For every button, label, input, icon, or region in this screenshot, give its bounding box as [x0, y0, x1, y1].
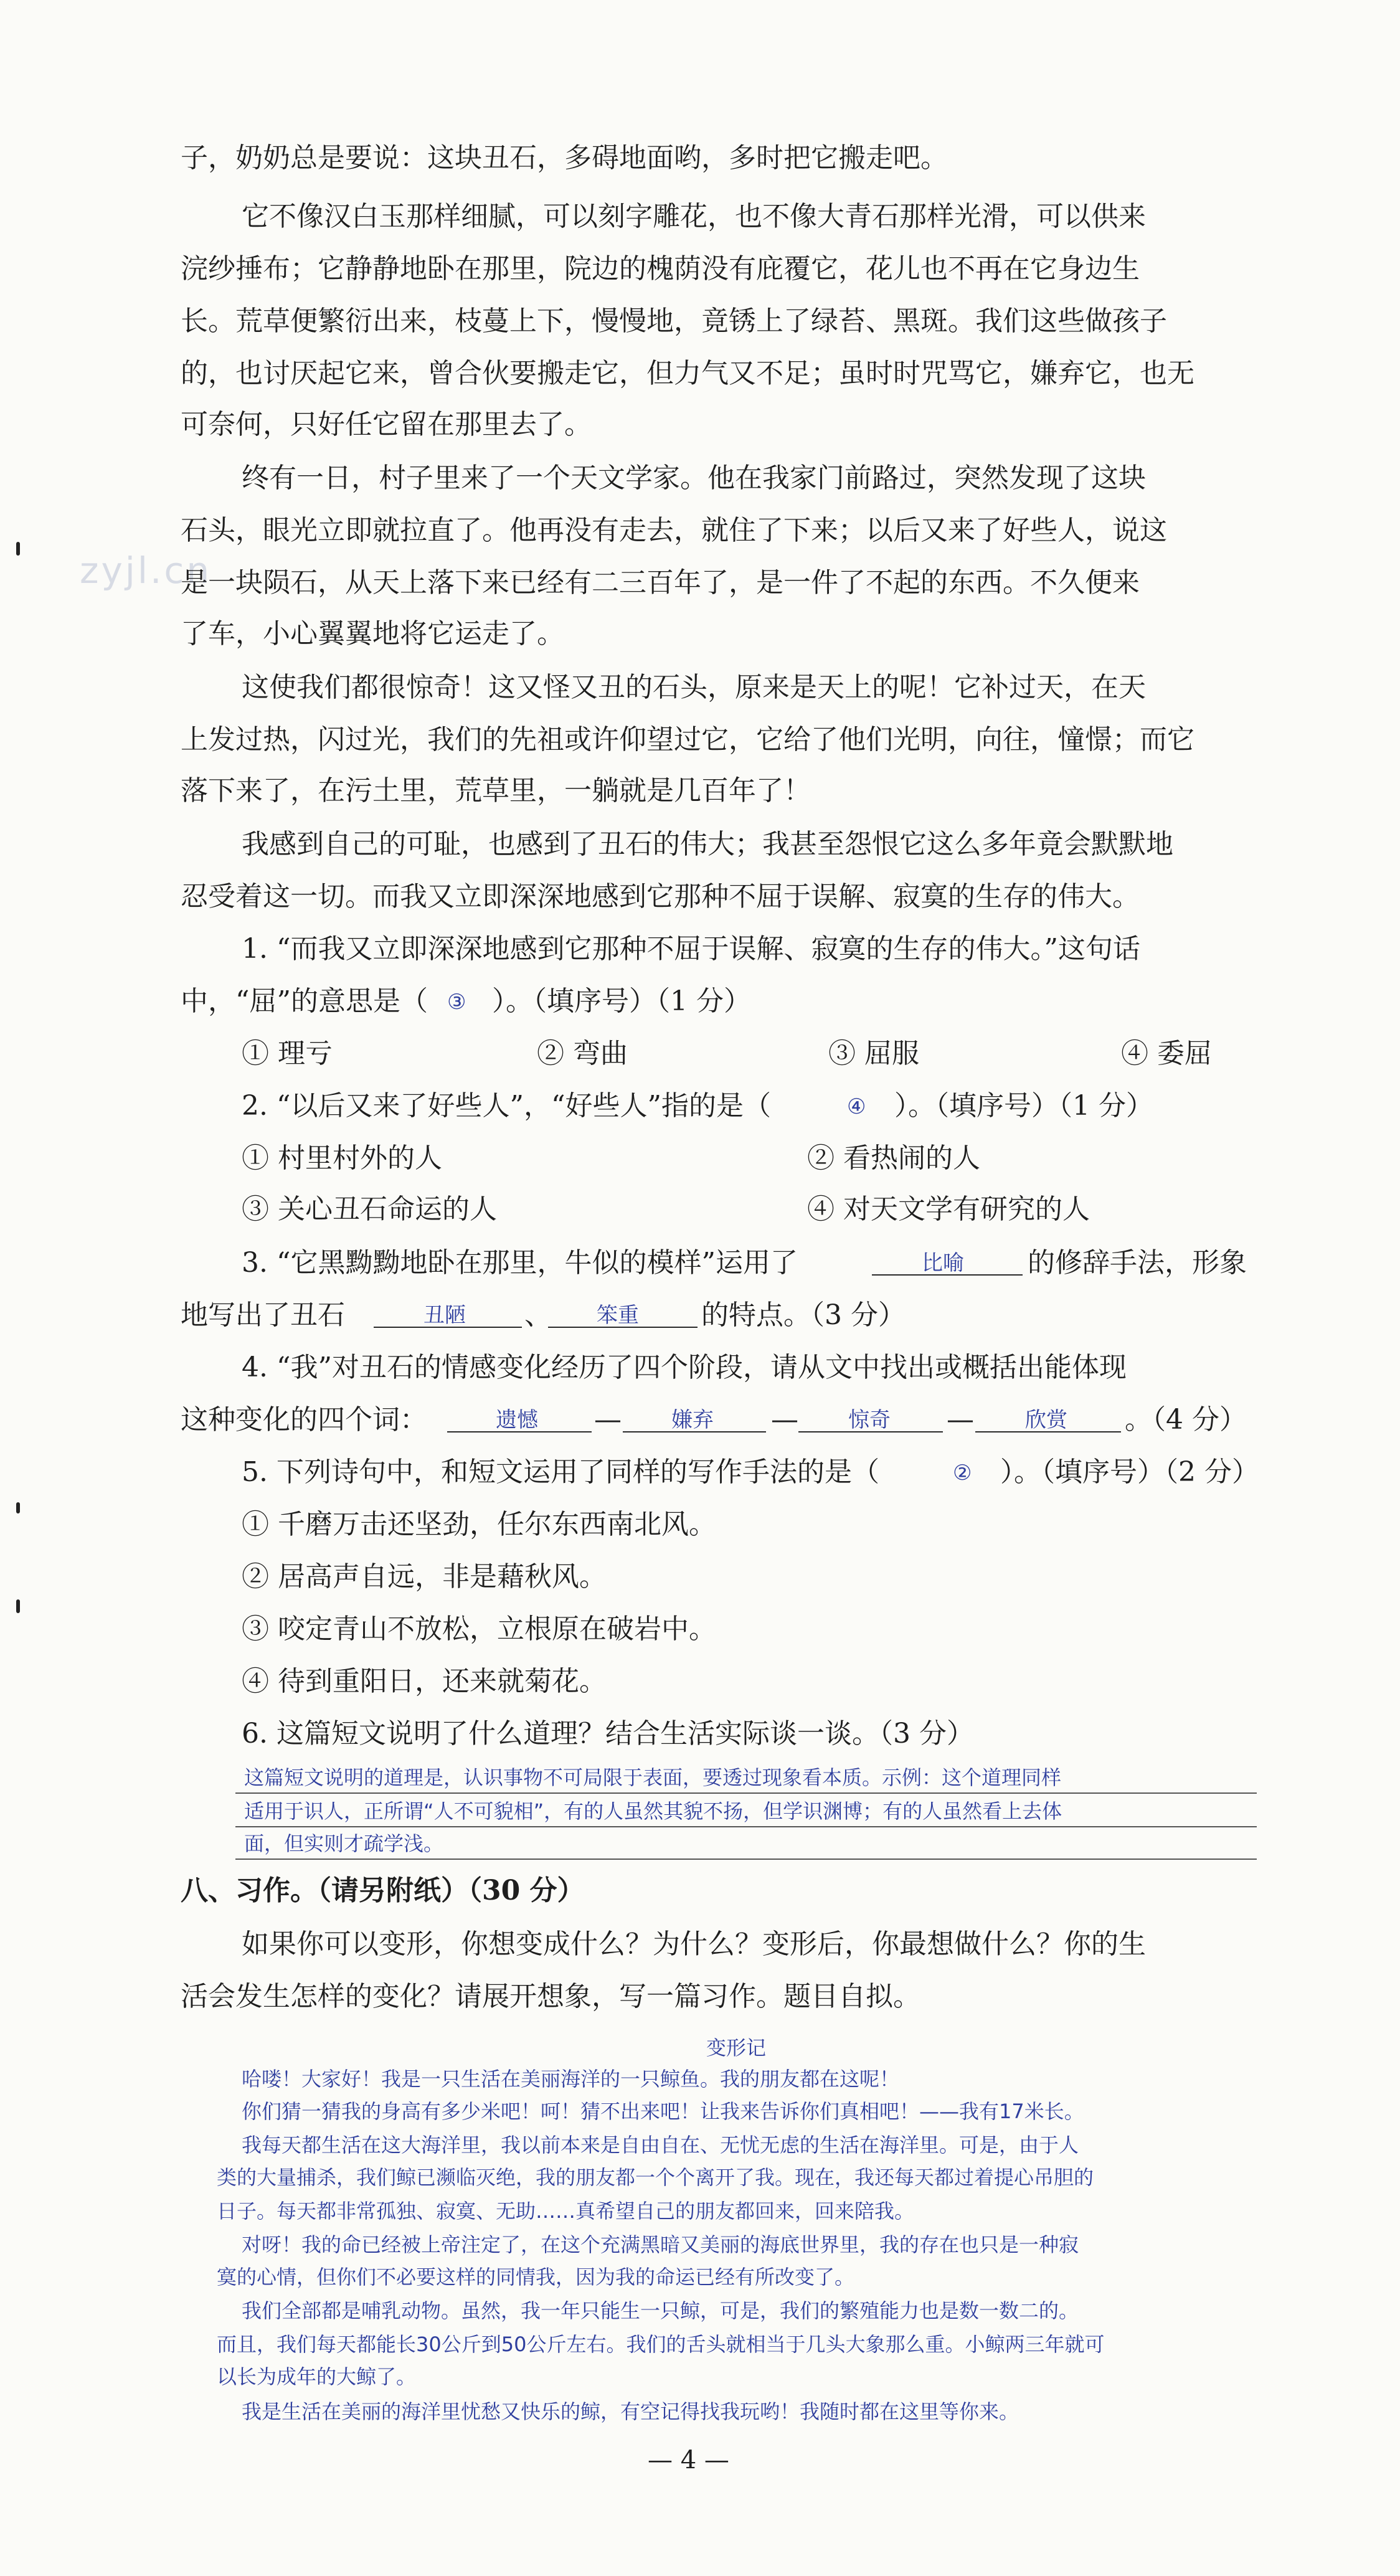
- essay-line: 对呀！我的命已经被上帝注定了，在这个充满黑暗又美丽的海底世界里，我的存在也只是一种寂: [242, 2233, 1079, 2256]
- q4-answer-1: 遗憾: [496, 1408, 538, 1432]
- passage-line: 是一块陨石，从天上落下来已经有二三百年了，是一件了不起的东西。不久便来: [181, 567, 1140, 599]
- q5-stem: 5. 下列诗句中，和短文运用了同样的写作手法的是（: [242, 1456, 879, 1488]
- q4-blank: [447, 1431, 592, 1432]
- q3-stem: 的特点。（3 分）: [701, 1299, 906, 1331]
- q4-blank: [975, 1431, 1121, 1432]
- q2-stem: ）。（填序号）（1 分）: [894, 1090, 1153, 1122]
- essay-title: 变形记: [706, 2036, 767, 2060]
- q5-option: ③ 咬定青山不放松，立根原在破岩中。: [242, 1613, 716, 1645]
- q6-answer-line: 面，但实则才疏学浅。: [244, 1832, 444, 1855]
- passage-line: 落下来了，在污土里，荒草里，一躺就是几百年了！: [181, 775, 811, 807]
- q4-stem: 。（4 分）: [1125, 1404, 1247, 1436]
- q3-blank: [374, 1327, 522, 1328]
- section-heading: 八、习作。（请另附纸）（30 分）: [181, 1875, 585, 1906]
- q1-option: ③ 屈服: [828, 1038, 919, 1069]
- binding-mark: [16, 1599, 20, 1613]
- q4-blank: [623, 1431, 766, 1432]
- q3-separator: 、: [524, 1299, 552, 1331]
- essay-line: 而且，我们每天都能长30公斤到50公斤左右。我们的舌头就相当于几头大象那么重。小鲸两三年就可: [217, 2332, 1105, 2356]
- page-number: — 4 —: [648, 2446, 729, 2474]
- passage-line: 终有一日，村子里来了一个天文学家。他在我家门前路过，突然发现了这块: [242, 462, 1146, 494]
- q3-stem: 的修辞手法，形象: [1028, 1247, 1247, 1279]
- passage-line: 可奈何，只好任它留在那里去了。: [181, 409, 592, 440]
- watermark: zyjl.cn: [80, 549, 212, 592]
- q1-option: ② 弯曲: [537, 1038, 628, 1069]
- essay-line: 哈喽！大家好！我是一只生活在美丽海洋的一只鲸鱼。我的朋友都在这呢！: [242, 2067, 900, 2091]
- q2-option: ③ 关心丑石命运的人: [242, 1193, 497, 1225]
- q4-stem: 4. “我”对丑石的情感变化经历了四个阶段，请从文中找出或概括出能体现: [242, 1352, 1127, 1383]
- q3-answer-trait-1: 丑陋: [423, 1303, 466, 1328]
- binding-mark: [16, 1502, 20, 1513]
- answer-rule: [235, 1826, 1257, 1827]
- q1-stem: 1. “而我又立即深深地感到它那种不屈于误解、寂寞的生存的伟大。”这句话: [242, 933, 1140, 965]
- passage-line: 它不像汉白玉那样细腻，可以刻字雕花，也不像大青石那样光滑，可以供来: [242, 201, 1146, 232]
- essay-line: 寞的心情，但你们不必要这样的同情我，因为我的命运已经有所改变了。: [217, 2265, 855, 2289]
- passage-line: 上发过热，闪过光，我们的先祖或许仰望过它，它给了他们光明，向往，憧憬；而它: [181, 724, 1194, 755]
- q3-stem: 3. “它黑黝黝地卧在那里，牛似的模样”运用了: [242, 1247, 798, 1279]
- passage-line: 这使我们都很惊奇！这又怪又丑的石头，原来是天上的呢！它补过天，在天: [242, 671, 1146, 703]
- q5-answer: ②: [953, 1461, 972, 1485]
- q4-dash: —: [594, 1404, 622, 1436]
- q1-stem: 中，“屈”的意思是（: [181, 985, 428, 1017]
- q3-answer-rhetoric: 比喻: [922, 1251, 964, 1276]
- essay-line: 你们猜一猜我的身高有多少米吧！呵！猜不出来吧！让我来告诉你们真相吧！——我有17米长。: [242, 2100, 1084, 2123]
- q6-answer-line: 这篇短文说明的道理是，认识事物不可局限于表面，要透过现象看本质。示例：这个道理同样: [244, 1766, 1062, 1789]
- answer-rule: [235, 1859, 1257, 1860]
- q6-answer-line: 适用于识人，正所谓“人不可貌相”，有的人虽然其貌不扬，但学识渊博；有的人虽然看上去体: [244, 1799, 1062, 1823]
- passage-line: 浣纱捶布；它静静地卧在那里，院边的槐荫没有庇覆它，花儿也不再在它身边生: [181, 253, 1140, 285]
- q2-answer: ④: [847, 1094, 866, 1119]
- essay-line: 我们全部都是哺乳动物。虽然，我一年只能生一只鲸，可是，我们的繁殖能力也是数一数二的。: [242, 2299, 1079, 2323]
- q3-blank: [548, 1327, 698, 1328]
- q2-option: ① 村里村外的人: [242, 1142, 442, 1174]
- writing-prompt: 如果你可以变形，你想变成什么？为什么？变形后，你最想做什么？你的生: [242, 1928, 1146, 1960]
- q5-option: ① 千磨万击还坚劲，任尔东西南北风。: [242, 1508, 716, 1540]
- q1-option: ① 理亏: [242, 1038, 333, 1069]
- q4-answer-2: 嫌弃: [671, 1408, 714, 1432]
- essay-line: 我是生活在美丽的海洋里忧愁又快乐的鲸，有空记得找我玩哟！我随时都在这里等你来。: [242, 2400, 1019, 2423]
- passage-line: 了车，小心翼翼地将它运走了。: [181, 618, 564, 650]
- q2-option: ② 看热闹的人: [807, 1142, 980, 1174]
- q2-stem: 2. “以后又来了好些人”，“好些人”指的是（: [242, 1090, 771, 1122]
- q5-option: ④ 待到重阳日，还来就菊花。: [242, 1665, 607, 1697]
- passage-line: 我感到自己的可耻，也感到了丑石的伟大；我甚至怨恨它这么多年竟会默默地: [242, 828, 1173, 860]
- q2-option: ④ 对天文学有研究的人: [807, 1193, 1090, 1225]
- q5-stem: ）。（填序号）（2 分）: [1000, 1456, 1259, 1488]
- q4-blank: [798, 1431, 943, 1432]
- answer-rule: [235, 1792, 1257, 1794]
- q3-stem: 地写出了丑石: [181, 1299, 345, 1331]
- passage-line: 石头，眼光立即就拉直了。他再没有走去，就住了下来；以后又来了好些人，说这: [181, 514, 1167, 546]
- q4-dash: —: [771, 1404, 798, 1436]
- passage-line: 长。荒草便繁衍出来，枝蔓上下，慢慢地，竟锈上了绿苔、黑斑。我们这些做孩子: [181, 305, 1167, 337]
- q4-answer-3: 惊奇: [848, 1408, 891, 1432]
- essay-line: 类的大量捕杀，我们鲸已濒临灭绝，我的朋友都一个个离开了我。现在，我还每天都过着提心吊胆的: [217, 2166, 1094, 2189]
- q1-option: ④ 委屈: [1121, 1038, 1212, 1069]
- writing-prompt: 活会发生怎样的变化？请展开想象，写一篇习作。题目自拟。: [181, 1981, 920, 2012]
- passage-line: 忍受着这一切。而我又立即深深地感到它那种不屈于误解、寂寞的生存的伟大。: [181, 881, 1140, 912]
- q4-dash: —: [947, 1404, 974, 1436]
- q3-answer-trait-2: 笨重: [597, 1303, 639, 1328]
- q4-answer-4: 欣赏: [1025, 1408, 1067, 1432]
- essay-line: 日子。每天都非常孤独、寂寞、无助……真希望自己的朋友都回来，回来陪我。: [217, 2199, 915, 2223]
- passage-line: 子，奶奶总是要说：这块丑石，多碍地面哟，多时把它搬走吧。: [181, 142, 948, 174]
- q6-stem: 6. 这篇短文说明了什么道理？结合生活实际谈一谈。（3 分）: [242, 1718, 974, 1750]
- essay-line: 以长为成年的大鲸了。: [217, 2365, 417, 2389]
- q4-stem: 这种变化的四个词：: [181, 1404, 427, 1436]
- q5-option: ② 居高声自远，非是藉秋风。: [242, 1561, 607, 1593]
- essay-line: 我每天都生活在这大海洋里，我以前本来是自由自在、无忧无虑的生活在海洋里。可是，由于人: [242, 2133, 1079, 2157]
- q1-stem: ）。（填序号）（1 分）: [492, 985, 751, 1017]
- passage-line: 的，也讨厌起它来，曾合伙要搬走它，但力气又不足；虽时时咒骂它，嫌弃它，也无: [181, 358, 1194, 389]
- q3-blank: [872, 1274, 1023, 1276]
- binding-mark: [16, 542, 20, 556]
- q1-answer: ③: [447, 990, 466, 1015]
